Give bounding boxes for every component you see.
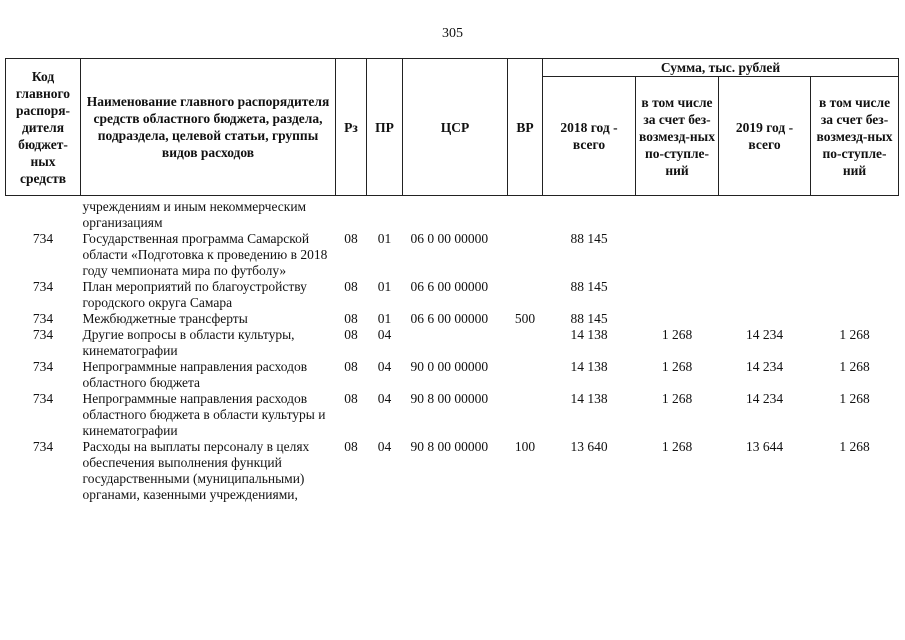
cell-code: 734 <box>32 279 54 294</box>
header-2018-free: в том числе за счет без-возмезд-ных по-ступле-ний <box>636 77 719 196</box>
cell-y2019-total: 14 234 <box>745 327 784 342</box>
cell-pr: 04 <box>377 359 392 374</box>
cell-pr: 04 <box>377 439 392 454</box>
cell-pr: 01 <box>377 231 392 246</box>
cell-code: 734 <box>32 231 54 246</box>
table-row <box>6 311 899 327</box>
cell-name: Межбюджетные трансферты <box>82 311 248 326</box>
cell-vr <box>508 391 543 439</box>
cell-rz: 08 <box>344 327 358 342</box>
cell-name: Непрограммные направления расходов областного бюджета <box>82 359 308 390</box>
cell-rz: 08 <box>344 311 358 326</box>
cell-y2018-total: 88 145 <box>570 279 608 294</box>
cell-y2018-total: 14 138 <box>570 391 608 406</box>
header-pr: ПР <box>367 59 403 196</box>
table-row <box>6 391 899 439</box>
cell-rz: 08 <box>344 391 358 406</box>
table-row <box>6 279 899 311</box>
cell-y2019-free <box>811 196 899 232</box>
header-vr: ВР <box>508 59 543 196</box>
cell-y2018-free: 1 268 <box>661 327 693 342</box>
cell-y2018-free: 1 268 <box>661 359 693 374</box>
cell-y2019-free <box>811 231 899 279</box>
cell-pr: 04 <box>377 391 392 406</box>
cell-y2018-free: 1 268 <box>661 391 693 406</box>
cell-y2018-free <box>636 311 719 327</box>
cell-y2018-total: 14 138 <box>570 359 608 374</box>
cell-code: 734 <box>32 327 54 342</box>
cell-y2019-total: 13 644 <box>745 439 784 454</box>
cell-code: 734 <box>32 439 54 454</box>
table-row <box>6 359 899 391</box>
cell-y2019-free <box>811 311 899 327</box>
cell-pr: 01 <box>377 311 392 326</box>
header-code: Код главного распоря-дителя бюджет-ных средств <box>6 59 81 196</box>
cell-name: Государственная программа Самарской области «Подготовка к проведению в 2018 году чемпионата мира по футболу» <box>82 231 328 278</box>
cell-y2019-total: 14 234 <box>745 391 784 406</box>
cell-csr <box>403 196 508 232</box>
cell-vr: 100 <box>514 439 536 454</box>
cell-pr: 01 <box>377 279 392 294</box>
cell-code: 734 <box>32 391 54 406</box>
cell-vr <box>508 196 543 232</box>
cell-y2018-free <box>636 279 719 311</box>
cell-csr: 06 0 00 00000 <box>410 231 489 246</box>
cell-y2018-total: 14 138 <box>570 327 608 342</box>
cell-pr <box>367 196 403 232</box>
table-row <box>6 439 899 503</box>
cell-rz: 08 <box>344 439 358 454</box>
cell-name: Непрограммные направления расходов областного бюджета в области культуры и кинематографии <box>82 391 326 438</box>
cell-name: Другие вопросы в области культуры, кинематографии <box>82 327 295 358</box>
cell-name: учреждениям и иным некоммерческим организациям <box>82 199 307 230</box>
cell-y2019-free: 1 268 <box>839 391 870 406</box>
cell-y2018-free <box>636 196 719 232</box>
page-number: 305 <box>442 26 463 41</box>
cell-vr <box>508 359 543 391</box>
cell-rz: 08 <box>344 279 358 294</box>
cell-csr <box>403 327 508 359</box>
budget-table <box>5 58 899 503</box>
cell-y2019-free: 1 268 <box>839 359 870 374</box>
cell-y2018-total: 88 145 <box>570 231 608 246</box>
header-2018-total: 2018 год - всего <box>543 77 636 196</box>
cell-csr: 06 6 00 00000 <box>410 311 489 326</box>
cell-rz: 08 <box>344 231 358 246</box>
cell-y2019-free <box>811 279 899 311</box>
table-row <box>6 196 899 232</box>
cell-y2018-total: 13 640 <box>570 439 608 454</box>
cell-vr <box>508 231 543 279</box>
cell-csr: 90 8 00 00000 <box>410 391 489 406</box>
header-sum-group: Сумма, тыс. рублей <box>543 59 899 77</box>
cell-y2018-free: 1 268 <box>661 439 693 454</box>
cell-y2019-total <box>719 279 811 311</box>
cell-rz: 08 <box>344 359 358 374</box>
table-row <box>6 231 899 279</box>
header-csr: ЦСР <box>403 59 508 196</box>
cell-y2019-free: 1 268 <box>839 439 870 454</box>
cell-y2019-total: 14 234 <box>745 359 784 374</box>
cell-vr <box>508 327 543 359</box>
header-rz: Рз <box>336 59 367 196</box>
cell-y2019-total <box>719 311 811 327</box>
table-row <box>6 327 899 359</box>
header-2019-free: в том числе за счет без-возмезд-ных по-ступле-ний <box>811 77 899 196</box>
cell-rz <box>336 196 367 232</box>
header-2019-total: 2019 год - всего <box>719 77 811 196</box>
cell-y2018-free <box>636 231 719 279</box>
cell-vr: 500 <box>514 311 536 326</box>
cell-csr: 06 6 00 00000 <box>410 279 489 294</box>
cell-csr: 90 0 00 00000 <box>410 359 489 374</box>
cell-code: 734 <box>32 311 54 326</box>
cell-pr: 04 <box>377 327 392 342</box>
cell-y2019-free: 1 268 <box>839 327 870 342</box>
cell-code <box>6 196 81 232</box>
cell-vr <box>508 279 543 311</box>
cell-name: План мероприятий по благоустройству городского округа Самара <box>82 279 307 310</box>
cell-y2018-total: 88 145 <box>570 311 608 326</box>
cell-csr: 90 8 00 00000 <box>410 439 489 454</box>
cell-name: Расходы на выплаты персоналу в целях обеспечения выполнения функций государственными (муниципальными) органами, казенными учреждениями, <box>82 439 310 502</box>
cell-y2019-total <box>719 231 811 279</box>
cell-code: 734 <box>32 359 54 374</box>
cell-y2019-total <box>719 196 811 232</box>
cell-y2018-total <box>543 196 636 232</box>
table-body <box>6 196 899 504</box>
header-name: Наименование главного распорядителя средств областного бюджета, раздела, подраздела, целевой статьи, группы видов расходов <box>81 59 336 196</box>
